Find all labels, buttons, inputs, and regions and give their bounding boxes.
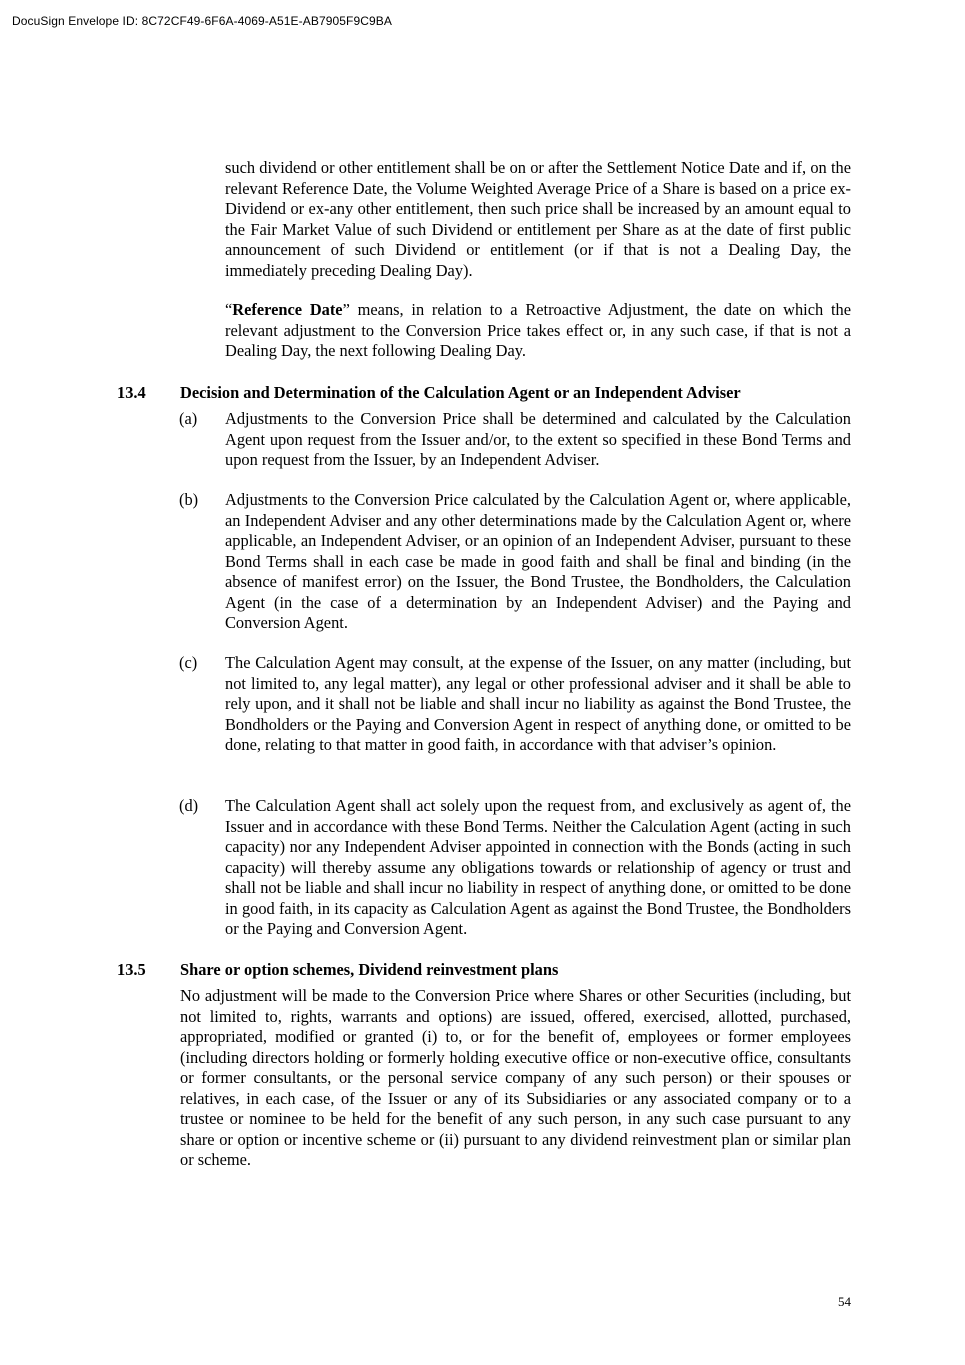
section-13-5-number: 13.5 <box>117 960 146 979</box>
item-d-marker: (d) <box>179 796 199 815</box>
docusign-envelope-id: DocuSign Envelope ID: 8C72CF49-6F6A-4069-A51E-AB7905F9C9BA <box>12 14 393 28</box>
item-c-text: The Calculation Agent may consult, at the expense of the Issuer, on any matter (including, but not limited to, any legal matter), any legal or other professional adviser and it shall be able to rely upon, and it shall not be liable and shall incur no liability as against the Bond Trustee, the Bondholders or the Paying and Conversion Agent in respect of anything done, or omitted to be done, relating to that matter in good faith, in accordance with that adviser’s opinion. <box>225 653 851 754</box>
section-13-5-title: Share or option schemes, Dividend reinvestment plans <box>180 960 559 979</box>
section-13-5-text: No adjustment will be made to the Conversion Price where Shares or other Securities (including, but not limited to, rights, warrants and options) are issued, offered, exercised, allotted, purchased, appropriated, modified or granted (i) to, or for the benefit of, employees or former employees (including directors holding or formerly holding executive office or non-executive office, consultants or former consultants, or the personal service company of any such person) or their spouses or relatives, in each case, of the Issuer or any of its Subsidiaries or any associated company or to a trustee or nominee to be held for the benefit of any such person, in any such case pursuant to any share or option or incentive scheme or (ii) pursuant to any dividend reinvestment plan or similar plan or scheme. <box>180 986 851 1169</box>
reference-date-term: Reference Date <box>232 300 343 319</box>
reference-date-definition <box>225 300 851 362</box>
item-b-marker: (b) <box>179 490 199 509</box>
section-13-4-number: 13.4 <box>117 383 146 402</box>
item-a-text: Adjustments to the Conversion Price shall be determined and calculated by the Calculation Agent upon request from the Issuer and/or, to the extent so specified in these Bond Terms and upon request from the Issuer, by an Independent Adviser. <box>225 409 851 469</box>
item-a-marker: (a) <box>179 409 198 428</box>
item-d-text: The Calculation Agent shall act solely upon the request from, and exclusively as agent of, the Issuer and in accordance with these Bond Terms. Neither the Calculation Agent (acting in such capacity) nor any Independent Adviser appointed in connection with the Bonds (acting in such capacity) will thereby assume any obligations towards or relationship of agency or trust and shall not be liable and shall incur no liability in respect of anything done, or omitted to be done in good faith, in its capacity as Calculation Agent as against the Bond Trustee, the Bondholders or the Paying and Conversion Agent. <box>225 796 851 938</box>
item-c-marker: (c) <box>179 653 198 672</box>
item-b-text: Adjustments to the Conversion Price calculated by the Calculation Agent or, where applicable, an Independent Adviser and any other determinations made by the Calculation Agent or, where applicable, an Independent Adviser, or an opinion of an Independent Adviser, pursuant to these Bond Terms shall in each case be made in good faith and shall be final and binding (in the absence of manifest error) on the Issuer, the Bond Trustee, the Bondholders, the Calculation Agent (in the case of a determination by an Independent Adviser) and the Paying and Conversion Agent. <box>225 490 851 632</box>
page-number: 54 <box>838 1294 851 1309</box>
intro-paragraph: such dividend or other entitlement shall be on or after the Settlement Notice Date and if, on the relevant Reference Date, the Volume Weighted Average Price of a Share is based on a price ex-Dividend or ex-any other entitlement, then such price shall be increased by an amount equal to the Fair Market Value of such Dividend or entitlement per Share as at the date of first public announcement of such Dividend or entitlement (or if that is not a Dealing Day, the immediately preceding Dealing Day). <box>225 158 851 280</box>
section-13-4-title: Decision and Determination of the Calculation Agent or an Independent Adviser <box>180 383 741 402</box>
reference-date-text: ” means, in relation to a Retroactive Adjustment, the date on which the relevant adjustment to the Conversion Price takes effect or, in any such case, if that is not a Dealing Day, the next following Dealing Day. <box>225 300 851 360</box>
reference-date-open-quote: “ <box>225 300 233 319</box>
